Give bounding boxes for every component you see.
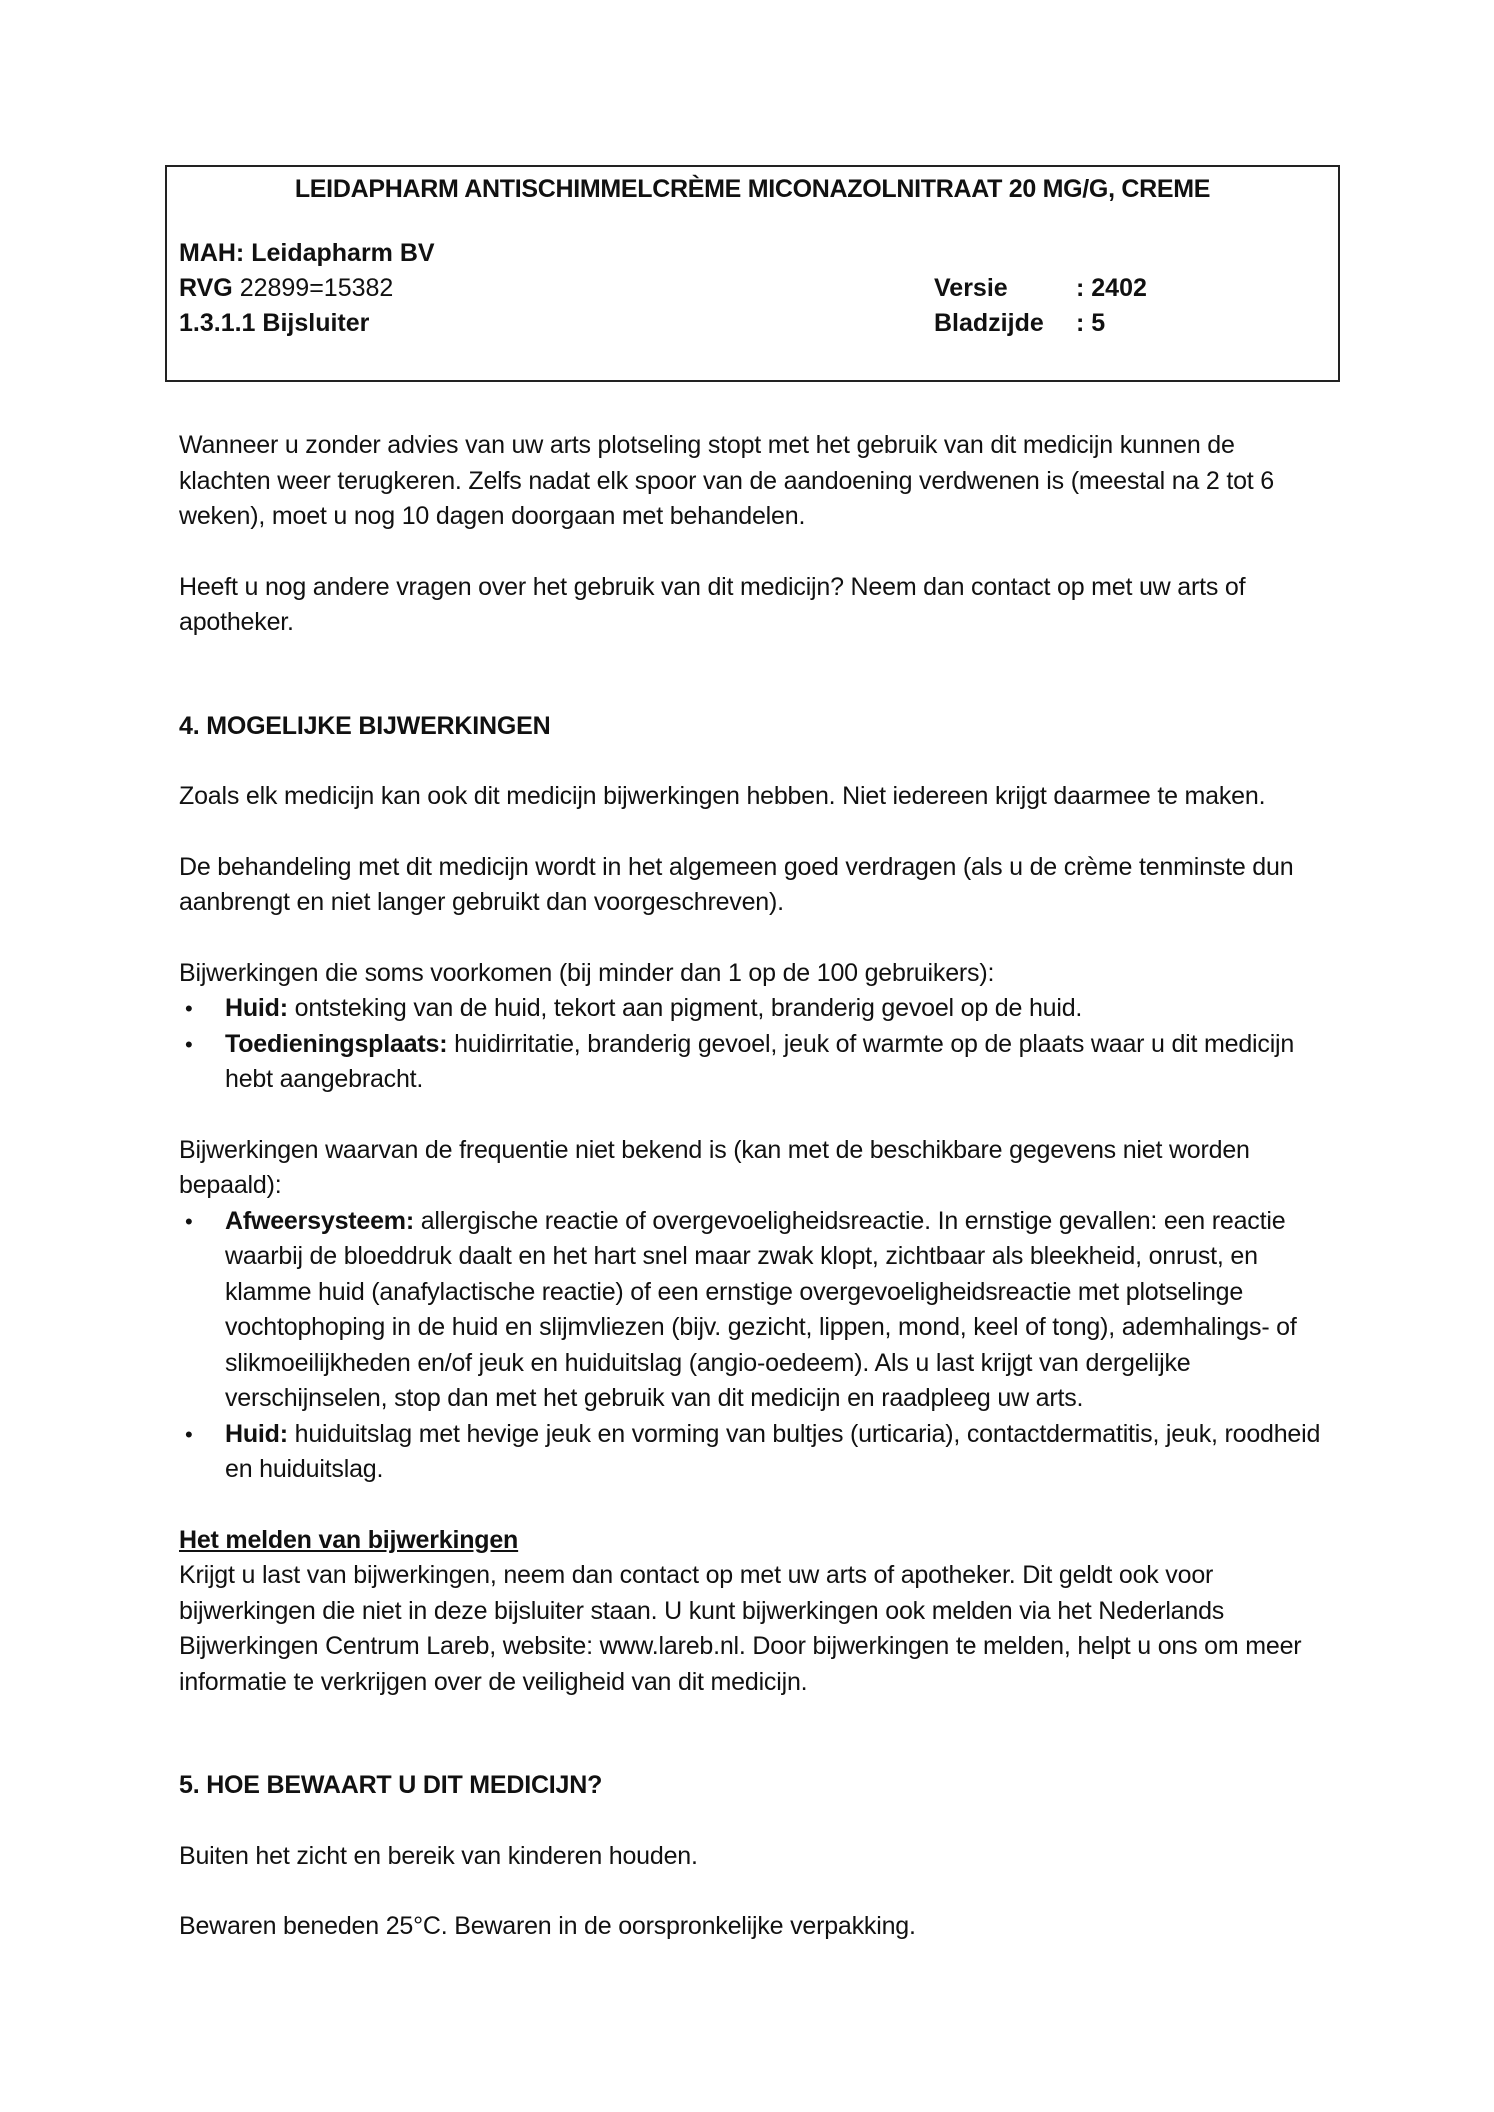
document-title: LEIDAPHARM ANTISCHIMMELCRÈME MICONAZOLNITRAAT 20 MG/G, CREME bbox=[294, 175, 1211, 203]
uncommon-list bbox=[179, 991, 1329, 1098]
section-4-intro: Zoals elk medicijn kan ook dit medicijn bijwerkingen hebben. Niet iedereen krijgt daarmee te maken. bbox=[179, 782, 1266, 810]
unknown-intro: Bijwerkingen waarvan de frequentie niet bekend is (kan met de beschikbare gegevens niet worden bepaald): bbox=[179, 1135, 1250, 1199]
list-item-text: allergische reactie of overgevoeligheidsreactie. In ernstige gevallen: een reactie waarbij de bloeddruk daalt en het hart snel maar zwak klopt, zichtbaar als bleekheid, onrust, en klamme huid (anafylactische reactie) of een ernstige overgevoeligheidsreactie met plotselinge vochtophoping in de huid en slijmvliezen (bijv. gezicht, lippen, mond, keel of tong), ademhalings- of slikmoeilijkheden en/of jeuk en huiduitslag (angio-oedeem). Als u last krijgt van dergelijke verschijnselen, stop dan met het gebruik van dit medicijn en raadpleeg uw arts. bbox=[225, 1206, 1297, 1412]
bladzijde-line bbox=[934, 309, 1106, 338]
versie-label: Versie bbox=[934, 274, 1008, 302]
reporting-heading: Het melden van bijwerkingen bbox=[179, 1525, 519, 1554]
uncommon-intro: Bijwerkingen die soms voorkomen (bij minder dan 1 op de 100 gebruikers): bbox=[179, 958, 995, 987]
storage-line-1: Buiten het zicht en bereik van kinderen houden. bbox=[179, 1841, 698, 1870]
document-header bbox=[165, 165, 1340, 382]
storage-line-2: Bewaren beneden 25°C. Bewaren in de oorspronkelijke verpakking. bbox=[179, 1912, 916, 1940]
paragraph-stop-treatment: Wanneer u zonder advies van uw arts plotseling stopt met het gebruik van dit medicijn kunnen de klachten weer terugkeren. Zelfs nadat elk spoor van de aandoening verdwenen is (meestal na 2 tot 6 weken), moet u nog 10 dagen doorgaan met behandelen. bbox=[179, 431, 1274, 530]
bladzijde-label: Bladzijde bbox=[934, 309, 1044, 337]
list-item-label: Huid: bbox=[225, 1419, 288, 1448]
list-item bbox=[179, 1417, 1329, 1488]
reporting-text: Krijgt u last van bijwerkingen, neem dan contact op met uw arts of apotheker. Dit geldt ook voor bijwerkingen die niet in deze bijsluiter staan. U kunt bijwerkingen ook melden via het Nederlands Bijwerkingen Centrum Lareb, website: www.lareb.nl. Door bijwerkingen te melden, helpt u ons om meer informatie te verkrijgen over de veiligheid van dit medicijn. bbox=[179, 1561, 1302, 1696]
document-body bbox=[179, 428, 1329, 1945]
list-item bbox=[179, 1027, 1329, 1098]
mah-line: MAH: Leidapharm BV bbox=[179, 239, 435, 267]
bullet-icon: • bbox=[185, 1421, 193, 1447]
section-5-heading: 5. HOE BEWAART U DIT MEDICIJN? bbox=[179, 1771, 603, 1799]
versie-value: : 2402 bbox=[1076, 274, 1147, 302]
section-4-treatment: De behandeling met dit medicijn wordt in het algemeen goed verdragen (als u de crème tenminste dun aanbrengt en niet langer gebruikt dan voorgeschreven). bbox=[179, 852, 1294, 916]
bullet-icon: • bbox=[185, 1031, 193, 1057]
list-item-label: Huid: bbox=[225, 994, 288, 1022]
section-line: 1.3.1.1 Bijsluiter bbox=[179, 309, 370, 337]
unknown-list bbox=[179, 1204, 1329, 1488]
list-item-label: Afweersysteem: bbox=[225, 1206, 414, 1235]
paragraph-questions: Heeft u nog andere vragen over het gebruik van dit medicijn? Neem dan contact op met uw arts of apotheker. bbox=[179, 572, 1246, 636]
section-4-heading: 4. MOGELIJKE BIJWERKINGEN bbox=[179, 711, 551, 740]
bladzijde-value: : 5 bbox=[1076, 309, 1106, 337]
list-item-text: huidirritatie, branderig gevoel, jeuk of warmte op de plaats waar u dit medicijn hebt aangebracht. bbox=[225, 1029, 1295, 1093]
rvg-line bbox=[179, 274, 393, 303]
list-item-text: ontsteking van de huid, tekort aan pigment, branderig gevoel op de huid. bbox=[287, 994, 1083, 1022]
bullet-icon: • bbox=[185, 1208, 193, 1234]
versie-line bbox=[934, 274, 1147, 303]
rvg-label: RVG bbox=[179, 274, 233, 302]
list-item bbox=[179, 991, 1329, 1027]
bullet-icon: • bbox=[185, 996, 193, 1021]
list-item-text: huiduitslag met hevige jeuk en vorming van bultjes (urticaria), contactdermatitis, jeuk, roodheid en huiduitslag. bbox=[225, 1419, 1321, 1483]
list-item-label: Toedieningsplaats: bbox=[225, 1029, 448, 1058]
rvg-value: 22899=15382 bbox=[239, 274, 394, 302]
list-item bbox=[179, 1204, 1329, 1417]
